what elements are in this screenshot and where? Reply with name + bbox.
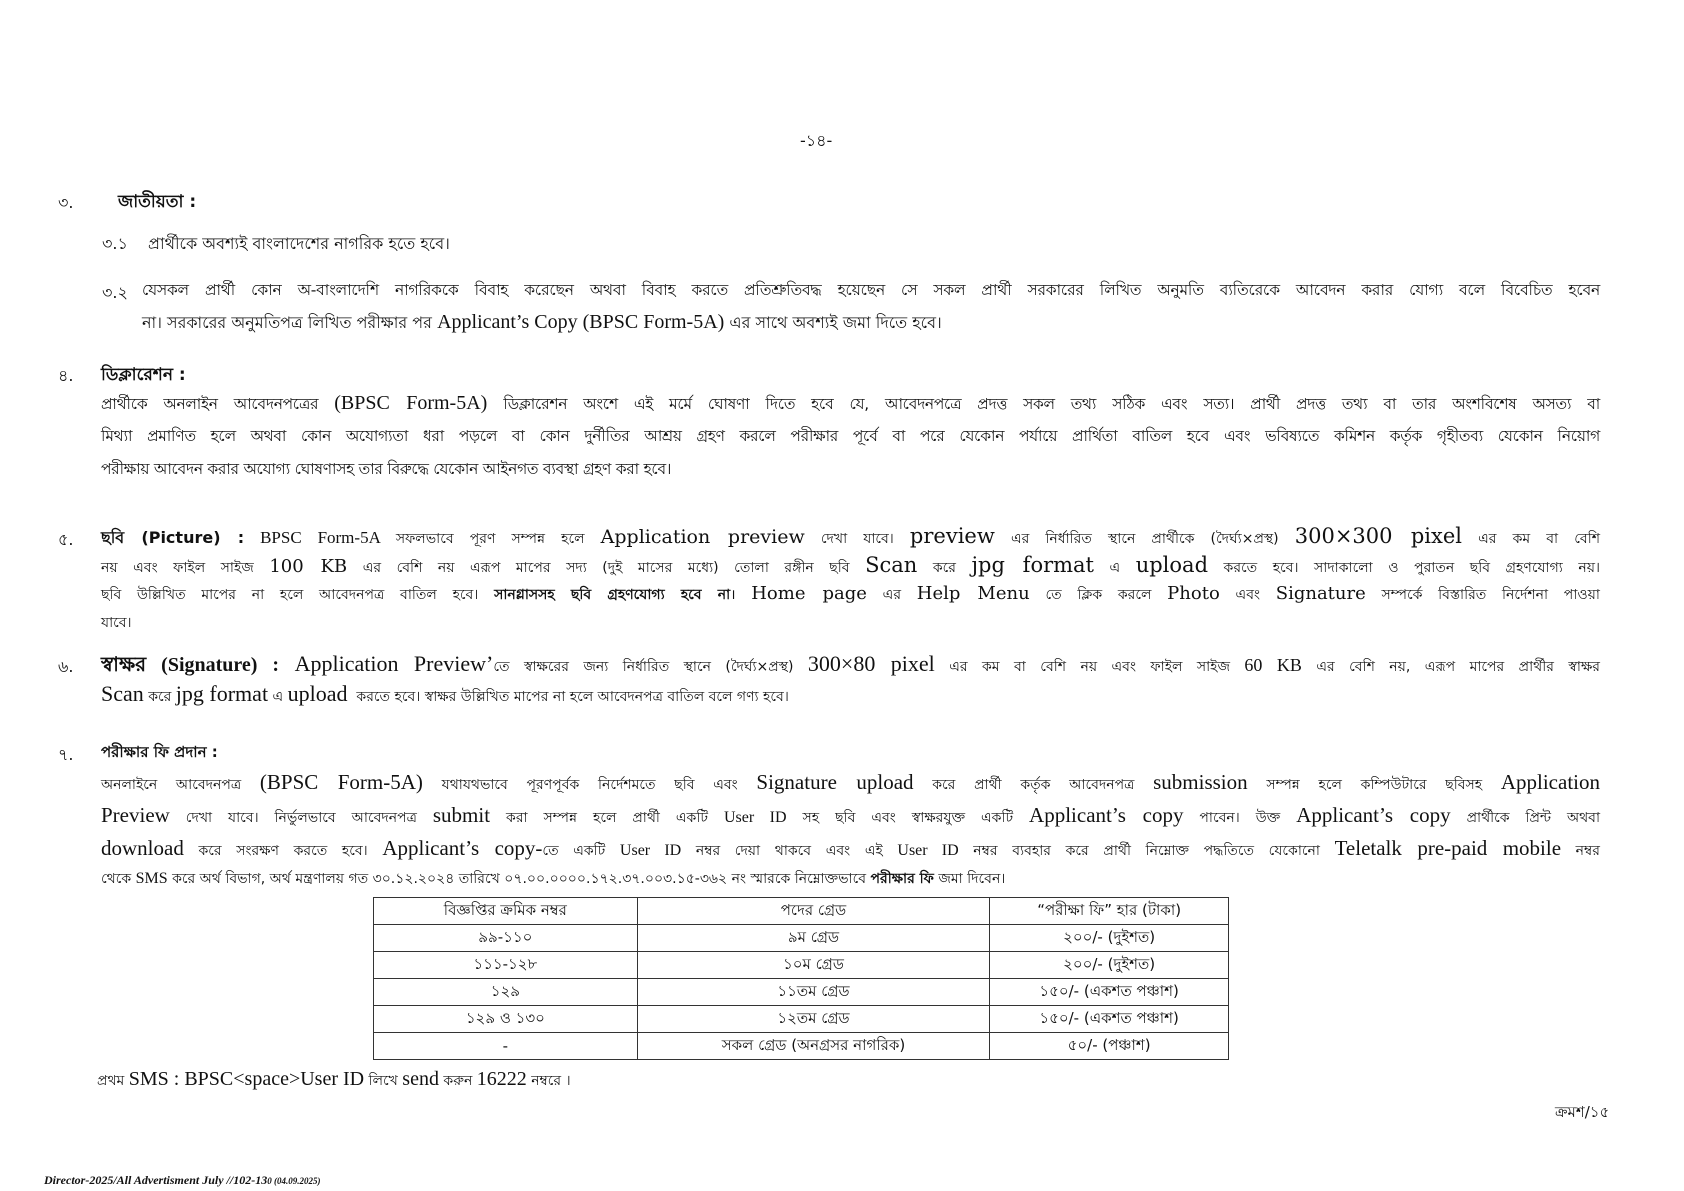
text: এবং [1219, 587, 1276, 603]
text: তে স্বাক্ষরের জন্য নির্ধারিত স্থানে (দৈর্ঘ্য×প্রস্থ) [493, 659, 808, 675]
paragraph-line [101, 524, 1600, 551]
text: এর বেশি নয়, এরূপ মাপের প্রার্থীর স্বাক্ষর [1301, 659, 1601, 675]
table-cell: ১১১-১২৮ [374, 952, 638, 979]
text-en: Applicant’s copy [1296, 803, 1451, 827]
footer-text: Director-2025/All Advertisment July //102-13 [44, 1173, 268, 1187]
text: করে [143, 689, 176, 705]
paragraph-line [101, 652, 1600, 679]
section-title: পরীক্ষার ফি প্রদান : [101, 743, 218, 761]
paragraph-line: মিথ্যা প্রমাণিত হলে অথবা কোন অযোগ্যতা ধরা পড়লে বা কোন দুর্নীতির আশ্রয় গ্রহণ করলে পরীক্ষার পূর্বে বা পরে যেকোন পর্যায়ে প্রার্থিতা বাতিল হবে এবং ভবিষ্যতে কমিশন কর্তৃক গৃহীতব্য যেকোন নিয়োগ [101, 427, 1600, 445]
text: লিখে [364, 1073, 403, 1089]
text-en: Application [1500, 770, 1600, 794]
column-header: “পরীক্ষা ফি” হার (টাকা) [990, 898, 1229, 925]
text: সফলভাবে পূরণ সম্পন্ন হলে [395, 531, 601, 547]
text-en: Help Menu [916, 583, 1030, 604]
text-en: Applicant’s copy [1029, 803, 1184, 827]
table-cell: ৫০/- (পঞ্চাশ) [990, 1033, 1229, 1060]
table-row [374, 979, 1229, 1006]
text: তে একটি [542, 843, 620, 859]
table-cell: সকল গ্রেড (অনগ্রসর নাগরিক) [637, 1033, 990, 1060]
text-en: submit [432, 803, 491, 827]
text-en: User ID [897, 842, 959, 859]
fee-table [373, 897, 1229, 1060]
text: করা সম্পন্ন হলে প্রার্থী একটি [490, 810, 724, 826]
table-cell: ১০ম গ্রেড [637, 952, 990, 979]
text-en: download [101, 836, 184, 860]
text: যথাযথভাবে পূরণপূর্বক নির্দেশমতে ছবি এবং [422, 777, 757, 793]
text: সহ ছবি এবং স্বাক্ষরযুক্ত একটি [786, 810, 1030, 826]
text-en: send [402, 1068, 439, 1090]
text: সম্পন্ন হলে কম্পিউটারে ছবিসহ [1247, 777, 1501, 793]
text-en: submission [1153, 770, 1248, 794]
item-text: প্রার্থীকে অবশ্যই বাংলাদেশের নাগরিক হতে হবে। [148, 234, 450, 253]
paragraph-line [101, 803, 1600, 830]
paragraph-line [101, 867, 1005, 891]
dimension: 300×80 pixel [807, 651, 935, 676]
file-size: 60 KB [1244, 655, 1302, 675]
text-en: Application preview [600, 526, 805, 548]
text: এর বেশি নয় এরূপ মাপের সদ্য (দুই মাসের মধ্যে) তোলা রঙ্গীন ছবি [347, 560, 866, 576]
table-row [374, 925, 1229, 952]
text: করে প্রার্থী কর্তৃক আবেদনপত্র [913, 777, 1154, 793]
text: নয় এবং ফাইল সাইজ [101, 560, 270, 576]
text-en: Application Preview’ [279, 651, 494, 676]
table-cell: - [374, 1033, 638, 1060]
section-number: ৪. [58, 366, 74, 385]
paragraph-line [101, 391, 1600, 417]
text: প্রার্থীকে প্রিন্ট অথবা [1450, 810, 1601, 826]
item-number: ৩.২ [102, 283, 128, 302]
text-en: upload [287, 681, 348, 706]
text-en: preview [909, 524, 995, 548]
text: করে সংরক্ষণ করতে হবে। [183, 843, 383, 859]
text: না। সরকারের অনুমতিপত্র লিখিত পরীক্ষার পর [142, 313, 438, 332]
form-name: (BPSC Form-5A) [334, 392, 488, 414]
table-header-row [374, 898, 1229, 925]
table-cell: ২০০/- (দুইশত) [990, 952, 1229, 979]
text-en: jpg format [175, 681, 269, 706]
text: অনলাইনে আবেদনপত্র [101, 777, 260, 793]
text: এ [1094, 560, 1136, 576]
column-header: বিজ্ঞপ্তির ক্রমিক নম্বর [374, 898, 638, 925]
item-number: ৩.১ [102, 234, 128, 253]
text-en: User ID [619, 842, 682, 859]
text: সম্পর্কে বিস্তারিত নির্দেশনা পাওয়া [1365, 587, 1600, 603]
text-en: upload [1135, 553, 1209, 577]
text: এর নির্ধারিত স্থানে প্রার্থীকে (দৈর্ঘ্য×প্রস্থ) [994, 531, 1295, 547]
paragraph-line [101, 553, 1600, 580]
continued-marker: ক্রমশ/১৫ [1555, 1103, 1610, 1121]
section-number: ৬. [58, 657, 74, 676]
file-size: 100 KB [269, 556, 348, 577]
text: । [730, 587, 752, 603]
sms-format: SMS : BPSC<space>User ID [128, 1068, 365, 1090]
text-en: Teletalk pre-paid mobile [1334, 836, 1562, 860]
text: পাবেন। উক্ত [1183, 810, 1297, 826]
text: এর [866, 587, 917, 603]
section-number: ৫. [58, 530, 74, 549]
text-en: Signature upload [756, 770, 914, 794]
text: করে অর্থ বিভাগ, অর্থ মন্ত্রণালয় গত ৩০.১২.২০২৪ তারিখে ০৭.০০.০০০০.১৭২.৩৭.০০৩.১৫-৩৬২ নং স্মারকে নিম্নোক্তভাবে [167, 871, 871, 887]
table-cell: ১৫০/- (একশত পঞ্চাশ) [990, 1006, 1229, 1033]
text: প্রথম [97, 1073, 129, 1089]
paragraph-line [101, 770, 1600, 797]
footer-reference [44, 1173, 320, 1188]
text: এ [268, 689, 288, 705]
paragraph-line [101, 682, 789, 709]
table-row [374, 1006, 1229, 1033]
text: এর কম বা বেশি নয় এবং ফাইল সাইজ [934, 659, 1245, 675]
text: ডিক্লারেশন অংশে এই মর্মে ঘোষণা দিতে হবে যে, আবেদনপত্রে প্রদত্ত সকল তথ্য সঠিক এবং সত্য। প্রার্থী প্রদত্ত তথ্য বা তার অংশবিশেষ অসত্য বা [487, 395, 1600, 413]
text-en: Home page [751, 583, 867, 604]
section-title: ডিক্লারেশন : [101, 365, 186, 385]
text: দেখা যাবে। নির্ভুলভাবে আবেদনপত্র [169, 810, 433, 826]
column-header: পদের গ্রেড [637, 898, 990, 925]
sms-instruction [97, 1067, 571, 1093]
table-cell: ১২৯ ও ১৩০ [374, 1006, 638, 1033]
text-en: Signature [1275, 583, 1366, 604]
text: ছবি উল্লিখিত মাপের না হলে আবেদনপত্র বাতিল হবে। [101, 587, 495, 603]
text-en: Applicant’s copy- [382, 836, 543, 860]
text: করুন [438, 1073, 477, 1089]
section-title: স্বাক্ষর (Signature) : [101, 654, 280, 676]
table-cell: ১২তম গ্রেড [637, 1006, 990, 1033]
section-number: ৭. [58, 745, 74, 764]
item-text: যেসকল প্রার্থী কোন অ-বাংলাদেশি নাগরিককে বিবাহ করেছেন অথবা বিবাহ করতে প্রতিশ্রুতিবদ্ধ হয়েছেন সে সকল প্রার্থী সরকারের লিখিত অনুমতি ব্যতিরেকে আবেদন করার যোগ্য বলে বিবেচিত হবেন [142, 281, 1600, 299]
text: নম্বর ব্যবহার করে প্রার্থী নিম্নোক্ত পদ্ধতিতে যেকোনো [958, 843, 1335, 859]
text: নম্বরে । [526, 1073, 571, 1089]
table-row [374, 1033, 1229, 1060]
text-en: SMS [135, 870, 168, 887]
dimension: 300×300 pixel [1294, 524, 1462, 548]
item-text-line [142, 310, 942, 336]
text-en: jpg format [971, 553, 1094, 577]
text: তে ক্লিক করলে [1029, 587, 1168, 603]
text: করে [917, 560, 972, 576]
table-cell: ১৫০/- (একশত পঞ্চাশ) [990, 979, 1229, 1006]
page-number: -১৪- [800, 131, 833, 150]
table-cell: ১২৯ [374, 979, 638, 1006]
text-en: Photo [1167, 583, 1220, 604]
paragraph-line: পরীক্ষায় আবেদন করার অযোগ্য ঘোষণাসহ তার বিরুদ্ধে যেকোন আইনগত ব্যবস্থা গ্রহণ করা হবে। [101, 460, 672, 478]
footer-date: 0 (04.09.2025) [267, 1176, 321, 1186]
text: করতে হবে। সাদাকালো ও পুরাতন ছবি গ্রহণযোগ্য নয়। [1208, 560, 1600, 576]
section-title: জাতীয়তা : [118, 192, 197, 212]
table-cell: ৯৯-১১০ [374, 925, 638, 952]
exam-fee-emphasis: পরীক্ষার ফি [870, 871, 934, 887]
text: এর কম বা বেশি [1462, 531, 1600, 547]
sms-number: 16222 [476, 1068, 527, 1090]
text-en: Scan [101, 681, 144, 706]
paragraph-line [101, 582, 1600, 607]
paragraph-line: যাবে। [101, 615, 132, 631]
paragraph-line [101, 836, 1600, 863]
text-en: Scan [865, 553, 918, 577]
text: নম্বর [1561, 843, 1600, 859]
text: প্রার্থীকে অনলাইন আবেদনপত্রের [101, 395, 335, 413]
form-name: (BPSC Form-5A) [259, 770, 423, 794]
table-row [374, 952, 1229, 979]
text: দেখা যাবে। [804, 531, 910, 547]
text: করতে হবে। স্বাক্ষর উল্লিখিত মাপের না হলে আবেদনপত্র বাতিল বলে গণ্য হবে। [347, 689, 789, 705]
form-name: BPSC Form-5A [244, 528, 396, 547]
table-cell: ২০০/- (দুইশত) [990, 925, 1229, 952]
table-cell: ১১তম গ্রেড [637, 979, 990, 1006]
text-en: Preview [101, 803, 170, 827]
table-cell: ৯ম গ্রেড [637, 925, 990, 952]
text: এর সাথে অবশ্যই জমা দিতে হবে। [724, 313, 942, 332]
text: জমা দিবেন। [933, 871, 1006, 887]
section-number: ৩. [58, 193, 74, 212]
warning-text: সানগ্লাসসহ ছবি গ্রহণযোগ্য হবে না [494, 587, 731, 603]
form-name: Applicant’s Copy (BPSC Form-5A) [437, 311, 725, 333]
text: নম্বর দেয়া থাকবে এবং এই [681, 843, 898, 859]
section-title: ছবি (Picture) : [101, 528, 245, 547]
text: থেকে [101, 871, 136, 887]
text-en: User ID [723, 809, 787, 826]
